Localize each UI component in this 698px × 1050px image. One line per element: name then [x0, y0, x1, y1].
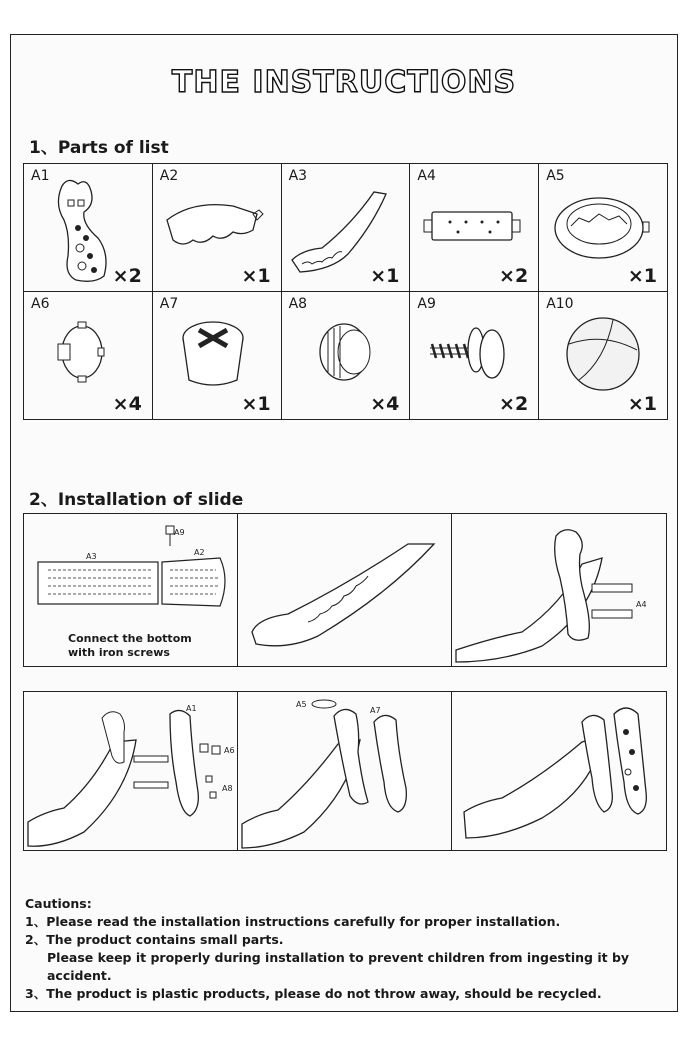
instruction-sheet — [10, 34, 678, 1012]
part-code: A10 — [546, 296, 574, 312]
part-a4 — [410, 164, 539, 292]
step-3 — [452, 514, 668, 666]
part-qty: ×1 — [627, 265, 657, 287]
part-a7 — [153, 292, 282, 420]
label-a4: A4 — [636, 600, 647, 609]
part-qty: ×2 — [499, 393, 529, 415]
parts-heading: 1、Parts of list — [29, 138, 169, 158]
parts-grid — [23, 163, 668, 420]
part-qty: ×1 — [241, 265, 271, 287]
label-a9: A9 — [174, 528, 185, 537]
attach-hubs-icon — [24, 692, 238, 850]
part-a2 — [153, 164, 282, 292]
part-qty: ×2 — [112, 265, 142, 287]
part-code: A7 — [159, 296, 179, 312]
caution-item: 2、The product contains small parts. — [25, 932, 284, 947]
part-code: A2 — [159, 168, 179, 184]
part-code: A3 — [288, 168, 308, 184]
part-code: A4 — [417, 168, 436, 184]
part-code: A9 — [417, 296, 436, 312]
finished-slide-icon — [452, 692, 668, 850]
label-a8: A8 — [222, 784, 233, 793]
part-a1 — [24, 164, 153, 292]
caution-item: Please keep it properly during installation to prevent children from ingesting it by accident. — [47, 950, 630, 983]
attach-panel-icon — [452, 514, 668, 666]
part-code: A1 — [31, 168, 50, 184]
label-a1: A1 — [186, 704, 197, 713]
step-6 — [452, 692, 668, 850]
part-qty: ×1 — [370, 265, 400, 287]
install-row-1 — [23, 513, 667, 667]
connect-caption: Connect the bottom with iron screws — [68, 632, 192, 659]
part-a5 — [539, 164, 668, 292]
part-a8 — [282, 292, 411, 420]
label-a2: A2 — [194, 548, 205, 557]
label-a5: A5 — [296, 700, 307, 709]
cautions — [25, 895, 677, 1003]
step-2 — [238, 514, 452, 666]
part-code: A6 — [31, 296, 50, 312]
part-code: A8 — [288, 296, 308, 312]
part-qty: ×1 — [627, 393, 657, 415]
part-code: A5 — [546, 168, 565, 184]
label-a7: A7 — [370, 706, 381, 715]
part-qty: ×4 — [112, 393, 142, 415]
label-a3: A3 — [86, 552, 97, 561]
step-4 — [24, 692, 238, 850]
part-a10 — [539, 292, 668, 420]
step-5 — [238, 692, 452, 850]
page-title: THE INSTRUCTIONS — [171, 65, 517, 100]
part-qty: ×1 — [241, 393, 271, 415]
install-row-2 — [23, 691, 667, 851]
part-qty: ×2 — [499, 265, 529, 287]
caution-item: 3、The product is plastic products, please do not throw away, should be recycled. — [25, 986, 602, 1001]
assembled-slide-icon — [238, 514, 452, 666]
part-qty: ×4 — [370, 393, 400, 415]
caution-item: 1、Please read the installation instructions carefully for proper installation. — [25, 914, 561, 929]
part-a3 — [282, 164, 411, 292]
attach-ring-icon — [238, 692, 452, 850]
part-a9 — [410, 292, 539, 420]
label-a6: A6 — [224, 746, 235, 755]
install-heading: 2、Installation of slide — [29, 490, 244, 510]
part-a6 — [24, 292, 153, 420]
step-1 — [24, 514, 238, 666]
cautions-heading: Cautions: — [25, 896, 92, 911]
